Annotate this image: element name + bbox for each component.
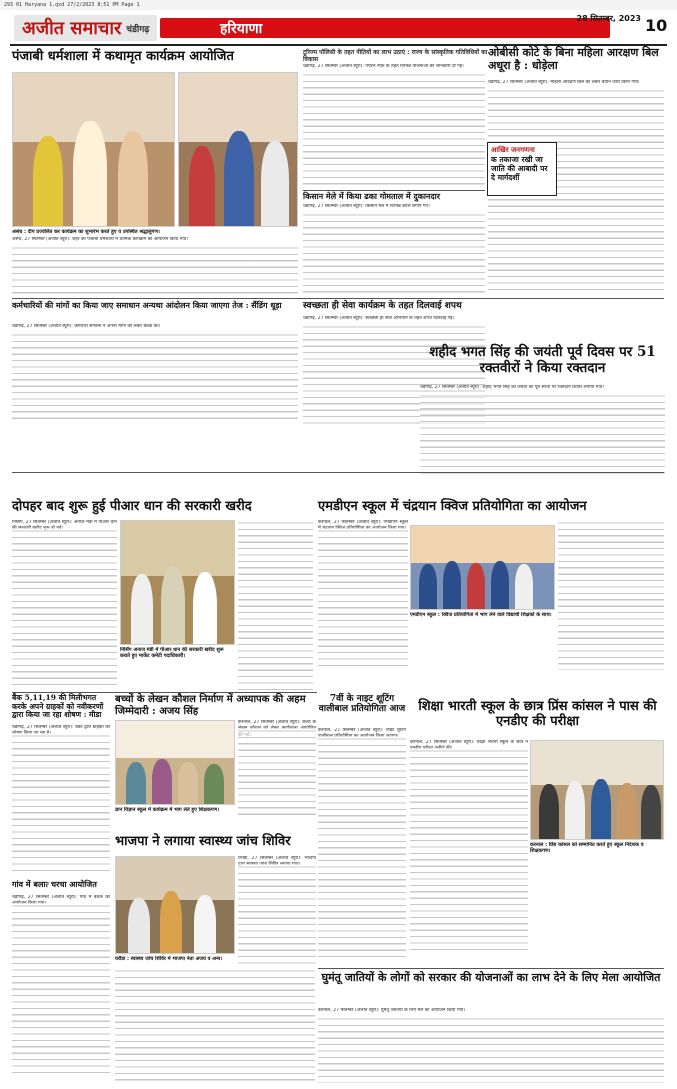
rule: [12, 472, 664, 473]
health-photo: [115, 856, 235, 954]
bhagat-singh-body: चंडीगढ़, 27 सितम्बर (अजीत ब्यूरो): शहीद भगत सिंह की जयंती की पूर्व संध्या पर रक्तदान शिविर लगाया गया।: [420, 385, 665, 475]
nda-photo: [530, 740, 664, 840]
health-body: घरौंडा, 27 सितम्बर (अजीत ब्यूरो): भाजपा: [238, 856, 316, 966]
skills-headline: बच्चों के लेखन कौशल निर्माण में अध्यापक की अहम जिम्मेदारी : अजय सिंह: [115, 694, 306, 717]
loans-body: चंडीगढ़, 27 सितम्बर (अजीत ब्यूरो): बैंकों द्वारा ग्राहकों का: [12, 725, 110, 875]
masthead: [10, 12, 667, 46]
nomads-body: करनाल, 27 सितम्बर (अजीत ब्यूरो): घुमंतू जातियों के लिए मेले का आयोजन किया गया।: [318, 1008, 664, 1083]
issue-date: 28 सितम्बर, 2023: [576, 14, 641, 23]
village-meet-body: चंडीगढ़, 27 सितम्बर (अजीत ब्यूरो): गांव में बैठक का: [12, 895, 110, 1075]
skills-body: करनाल, 27 सितम्बर (अजीत ब्यूरो): बच्चों के: [238, 720, 316, 820]
health-body-2: [115, 968, 315, 1083]
chandrayaan-body-2: [558, 520, 664, 670]
brand-logo: [14, 15, 157, 41]
nomads-headline: घुमंतू जातियों के लोगों को सरकार की योजनाओं का लाभ देने के लिए मेला आयोजित: [321, 971, 661, 984]
village-meet-headline: गांव में बलात्‍ चरचा आयोजित: [12, 879, 97, 889]
section-name: हरियाणा: [220, 21, 263, 37]
nda-caption: करनाल : प्रिंस कांसल को सम्मानित करते हुए स्कूल निदेशक व शिक्षकगण।: [530, 842, 644, 854]
obc-headline: ओबीसी कोटे के बिना महिला आरक्षण बिल अधूरा है : धोड़ेला: [488, 46, 659, 72]
cleanliness-headline: स्वच्छता ही सेवा कार्यक्रम के तहत दिलवाई शपथ: [303, 301, 462, 311]
file-info-strip: 293 01 Haryana 1.qxd 27/2/2023 8:51 PM Page 1: [0, 0, 677, 10]
staff-headline: कर्मचारियों की मांगों का किया जाए समाधान अन्यथा आंदोलन किया जाएगा तेज : सैंडिंग धूड़ा: [12, 300, 282, 310]
tourism-kicker: टूरिज्म पॉलिसी के तहत नीतियों का लाभ उठाएं : राज्य के सांस्कृतिक गतिविधियों का विकास: [303, 49, 488, 63]
villagers-body: चंडीगढ़, 27 सितम्बर (अजीत ब्यूरो): किसान मेले में विभिन्न स्टॉल लगाए गए।: [303, 204, 485, 294]
night-shooting-body: करनाल, 27 सितम्बर (अजीत ब्यूरो): नाइट शूटिंग: [318, 728, 406, 958]
page-number: 10: [645, 16, 668, 35]
paddy-headline: दोपहर बाद शुरू हुई पीआर धान की सरकारी खरीद: [12, 499, 252, 514]
obc-quote-body: क तकाजा रखी जा जाति की आबादी पर दे मार्गदर्शी: [491, 155, 548, 182]
edition-city: चंडीगढ़: [126, 24, 150, 35]
cleanliness-body: चंडीगढ़, 27 सितम्बर (अजीत ब्यूरो): स्वच्छता ही सेवा अभियान के तहत शपथ दिलवाई गई।: [303, 316, 485, 424]
obc-quote-head: आखिर जनगणना: [491, 146, 535, 154]
dharmshala-headline: पंजाबी धर्मशाला में कथामृत कार्यक्रम आयोजित: [12, 49, 234, 64]
newspaper-name: अजीत समाचार: [22, 18, 122, 39]
dharmshala-caption: असंध : दीप प्रज्वलित कर कार्यक्रम का शुभारंभ करते हुए व उपस्थित श्रद्धालुगण।: [12, 229, 160, 235]
paddy-photo: [120, 520, 235, 645]
nda-body: करनाल, 27 सितम्बर (अजीत ब्यूरो): शिक्षा भारती स्कूल के छात्र ने: [410, 740, 528, 950]
chandrayaan-caption: एमडीएन स्कूल : क्विज प्रतियोगिता में भाग लेने वाले विद्यार्थी शिक्षकों के साथ।: [410, 612, 552, 618]
night-shooting-headline: 7वीं के नाइट शूटिंग वालीबाल प्रतियोगिता आज: [318, 694, 406, 715]
obc-quote-box: [487, 142, 557, 196]
paddy-body: निसिंग, 27 सितम्बर (अजीत ब्यूरो): अनाज मंडी में पीआर धान: [12, 520, 117, 690]
skills-caption: ज्ञान विज्ञान स्कूल में कार्यक्रम में भाग लेते हुए शिक्षकगण।: [115, 807, 220, 813]
bhagat-singh-headline: शहीद भगत सिंह की जयंती पूर्व दिवस पर 51 रक्तवीरों ने किया रक्तदान: [429, 344, 656, 376]
rule: [12, 298, 664, 299]
dharmshala-photo-2: [178, 72, 298, 227]
tourism-body: चंडीगढ़, 27 सितम्बर (अजीत ब्यूरो): पर्यटन नीति के तहत विभिन्न योजनाओं की जानकारी दी गई।: [303, 64, 485, 186]
chandrayaan-headline: एमडीएन स्कूल में चंद्रयान क्विज प्रतियोगिता का आयोजन: [318, 499, 587, 514]
obc-body: चंडीगढ़, 27 सितम्बर (अजीत ब्यूरो): महिला आरक्षण बिल को लेकर बयान जारी किया गया।: [488, 80, 664, 294]
staff-body: चंडीगढ़, 27 सितम्बर (अजीत ब्यूरो): कर्मचारी संगठनों ने अपनी मांगों को लेकर बैठक की।: [12, 324, 298, 424]
chandrayaan-body: करनाल, 27 सितम्बर (अजीत ब्यूरो): एमडीएन स्कूल: [318, 520, 408, 670]
rule: [318, 968, 664, 969]
chandrayaan-photo: [410, 525, 555, 610]
health-caption: घरौंडा : स्वास्थ्य जांच शिविर में भाजपा नेता अजय व अन्य।: [115, 956, 223, 962]
skills-photo: [115, 720, 235, 805]
nda-headline: शिक्षा भारती स्कूल के छात्र प्रिंस कांसल ने पास की एनडीए की परीक्षा: [418, 699, 657, 729]
dharmshala-photo-1: [12, 72, 175, 227]
villagers-headline: किसान मेले में किया ढका गोमताल में दुकानदार: [303, 191, 440, 201]
section-bar: [160, 18, 610, 38]
paddy-body-2: [238, 520, 313, 690]
loans-headline: बैंक 5,11,19 की मिलीभगत करके अपने ग्राहकों को नवीकरणों द्वारा किया जा रहा शोषण : मीडा: [12, 693, 104, 720]
paddy-caption: निसिंग अनाज मंडी में पीआर धान की सरकारी खरीद शुरू कराते हुए मार्केट कमेटी पदाधिकारी।: [120, 647, 224, 659]
health-headline: भाजपा ने लगाया स्वास्थ्य जांच शिविर: [115, 834, 291, 849]
dharmshala-body: असंध, 27 सितम्बर (अजीत ब्यूरो): शहर की पंजाबी धर्मशाला में धार्मिक कार्यक्रम का आयोजन किया गया।: [12, 237, 298, 297]
